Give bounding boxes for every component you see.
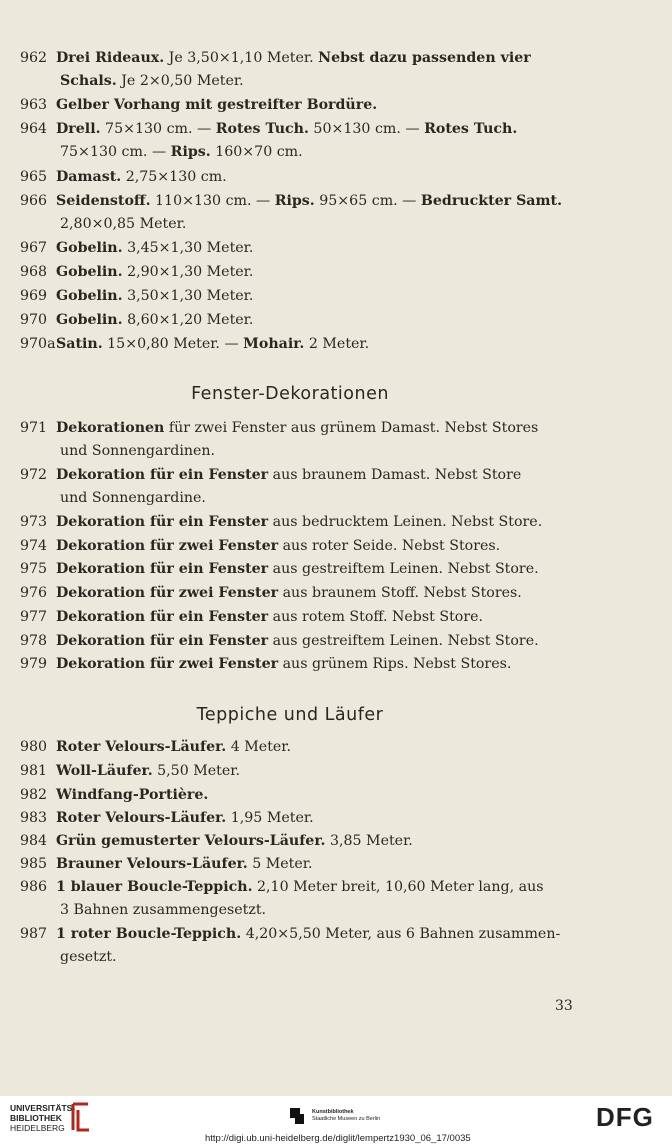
catalog-entry-984: 984 Grün gemusterter Velours-Läufer. 3,85 Meter. [20, 833, 413, 849]
digitization-footer [0, 1096, 672, 1146]
section-heading-fenster-dekorationen: Fenster-Dekorationen [191, 384, 389, 404]
kunstbibliothek-label: Kunstbibliothek Staatliche Museen zu Berlin [312, 1109, 381, 1122]
catalog-entry-975: 975 Dekoration für ein Fenster aus gestreiftem Leinen. Nebst Store. [20, 561, 539, 577]
catalog-entry-977: 977 Dekoration für ein Fenster aus rotem Stoff. Nebst Store. [20, 609, 484, 625]
catalog-entry-971: 971 Dekorationen für zwei Fenster aus grünem Damast. Nebst Stores und Sonnengardinen. [20, 420, 539, 460]
source-url[interactable]: http://digi.ub.uni-heidelberg.de/diglit/lempertz1930_06_17/0035 [205, 1133, 471, 1144]
catalog-entry-964: 964 Drell. 75×130 cm. — Rotes Tuch. 50×130 cm. — Rotes Tuch. 75×130 cm. — Rips. 160×70 cm. [20, 121, 518, 161]
catalog-entry-968: 968 Gobelin. 2,90×1,30 Meter. [20, 264, 254, 280]
catalog-entry-966: 966 Seidenstoff. 110×130 cm. — Rips. 95×65 cm. — Bedruckter Samt. 2,80×0,85 Meter. [20, 193, 563, 233]
heidelberg-library-logo-icon [70, 1100, 92, 1134]
catalog-entry-972: 972 Dekoration für ein Fenster aus braunem Damast. Nebst Store und Sonnengardine. [20, 467, 522, 507]
catalog-entry-980: 980 Roter Velours-Läufer. 4 Meter. [20, 739, 292, 755]
section-heading-teppiche-und-laeufer: Teppiche und Läufer [196, 705, 384, 725]
catalog-entry-987: 987 1 roter Boucle-Teppich. 4,20×5,50 Meter, aus 6 Bahnen zusammen- gesetzt. [20, 926, 561, 966]
catalog-entry-974: 974 Dekoration für zwei Fenster aus roter Seide. Nebst Stores. [20, 538, 501, 554]
catalog-entry-965: 965 Damast. 2,75×130 cm. [20, 169, 227, 185]
catalog-entry-970: 970 Gobelin. 8,60×1,20 Meter. [20, 312, 254, 328]
catalog-entry-982: 982 Windfang-Portière. [20, 787, 209, 803]
kunstbibliothek-logo-icon [290, 1108, 304, 1124]
catalog-entry-969: 969 Gobelin. 3,50×1,30 Meter. [20, 288, 254, 304]
page-number: 33 [555, 998, 573, 1014]
catalog-entry-983: 983 Roter Velours-Läufer. 1,95 Meter. [20, 810, 314, 826]
dfg-logo: DFG [596, 1102, 654, 1132]
catalog-entry-978: 978 Dekoration für ein Fenster aus gestreiftem Leinen. Nebst Store. [20, 633, 539, 649]
catalog-entry-970a: 970aSatin. 15×0,80 Meter. — Mohair. 2 Meter. [20, 336, 370, 352]
catalog-entry-963: 963 Gelber Vorhang mit gestreifter Bordüre. [20, 97, 378, 113]
catalog-entry-981: 981 Woll-Läufer. 5,50 Meter. [20, 763, 241, 779]
catalog-entry-976: 976 Dekoration für zwei Fenster aus braunem Stoff. Nebst Stores. [20, 585, 522, 601]
catalog-entry-962: 962 Drei Rideaux. Je 3,50×1,10 Meter. Nebst dazu passenden vier Schals. Je 2×0,50 Meter. [20, 50, 531, 90]
catalog-entry-986: 986 1 blauer Boucle-Teppich. 2,10 Meter breit, 10,60 Meter lang, aus 3 Bahnen zusammengesetzt. [20, 879, 544, 919]
catalog-entry-979: 979 Dekoration für zwei Fenster aus grünem Rips. Nebst Stores. [20, 656, 512, 672]
catalog-entry-967: 967 Gobelin. 3,45×1,30 Meter. [20, 240, 254, 256]
catalog-entry-973: 973 Dekoration für ein Fenster aus bedrucktem Leinen. Nebst Store. [20, 514, 543, 530]
catalog-entry-985: 985 Brauner Velours-Läufer. 5 Meter. [20, 856, 313, 872]
heidelberg-library-label: UNIVERSITÄTS- BIBLIOTHEK HEIDELBERG [10, 1103, 76, 1133]
